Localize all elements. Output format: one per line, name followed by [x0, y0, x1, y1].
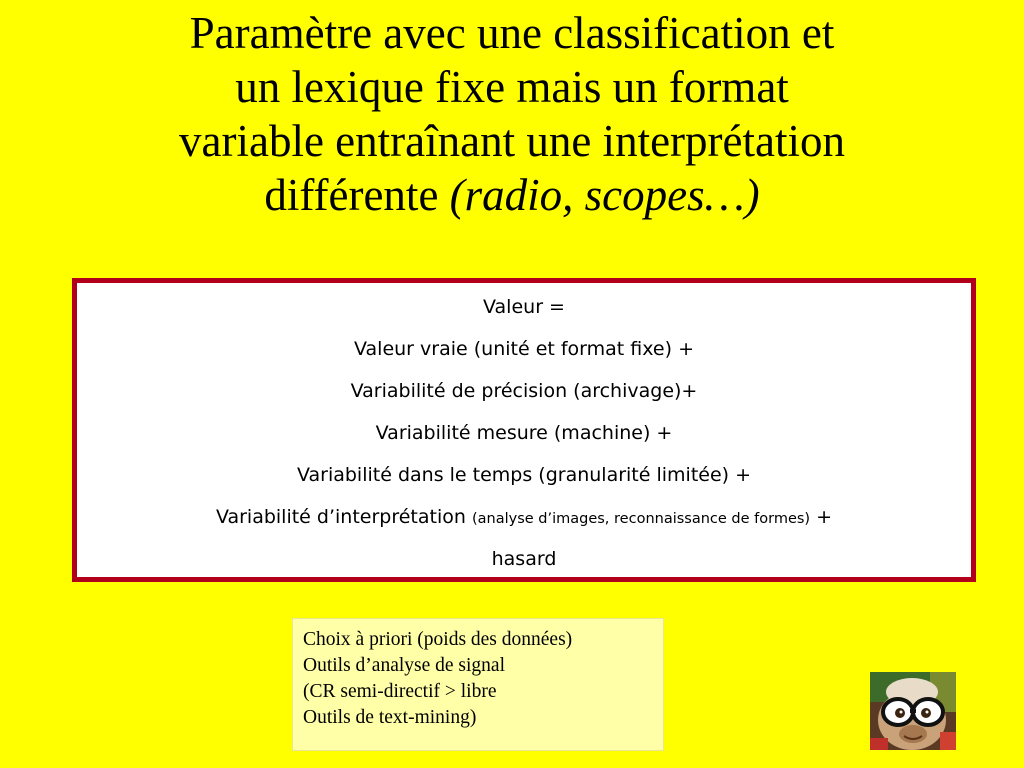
formula-line-time: Variabilité dans le temps (granularité limitée) + — [296, 464, 752, 486]
method-line-4: Outils de text-mining) — [303, 707, 477, 728]
title-line-2: un lexique fixe mais un format — [235, 62, 789, 112]
title-italic-note: (radio, scopes…) — [449, 170, 760, 220]
method-line-1: Choix à priori (poids des données) — [303, 629, 573, 650]
title-line-1: Paramètre avec une classification et — [189, 8, 835, 58]
monkey-with-glasses-photo — [870, 672, 956, 750]
formula-line-true-value: Valeur vraie (unité et format fixe) + — [354, 338, 694, 360]
formula-line-interpretation — [77, 502, 971, 544]
method-line-3: (CR semi-directif > libre — [303, 681, 497, 702]
interpretation-label: Variabilité d’interprétation — [215, 506, 466, 528]
methods-box — [292, 618, 664, 751]
interpretation-detail: (analyse d’images, reconnaissance de formes) — [471, 511, 811, 527]
slide-title — [20, 6, 1004, 222]
formula-line-measure: Variabilité mesure (machine) + — [375, 422, 673, 444]
interpretation-plus: + — [816, 506, 833, 528]
method-line-2: Outils d’analyse de signal — [303, 655, 505, 676]
monkey-photo-illustration — [870, 672, 956, 750]
formula-line-chance: hasard — [491, 548, 557, 570]
formula-line-value: Valeur = — [483, 296, 565, 318]
formula-line-precision: Variabilité de précision (archivage)+ — [350, 380, 698, 402]
title-last-word: différente — [264, 170, 439, 220]
title-line-3: variable entraînant une interprétation — [179, 116, 845, 166]
value-formula-box — [72, 278, 976, 582]
title-line-4 — [20, 168, 1004, 222]
